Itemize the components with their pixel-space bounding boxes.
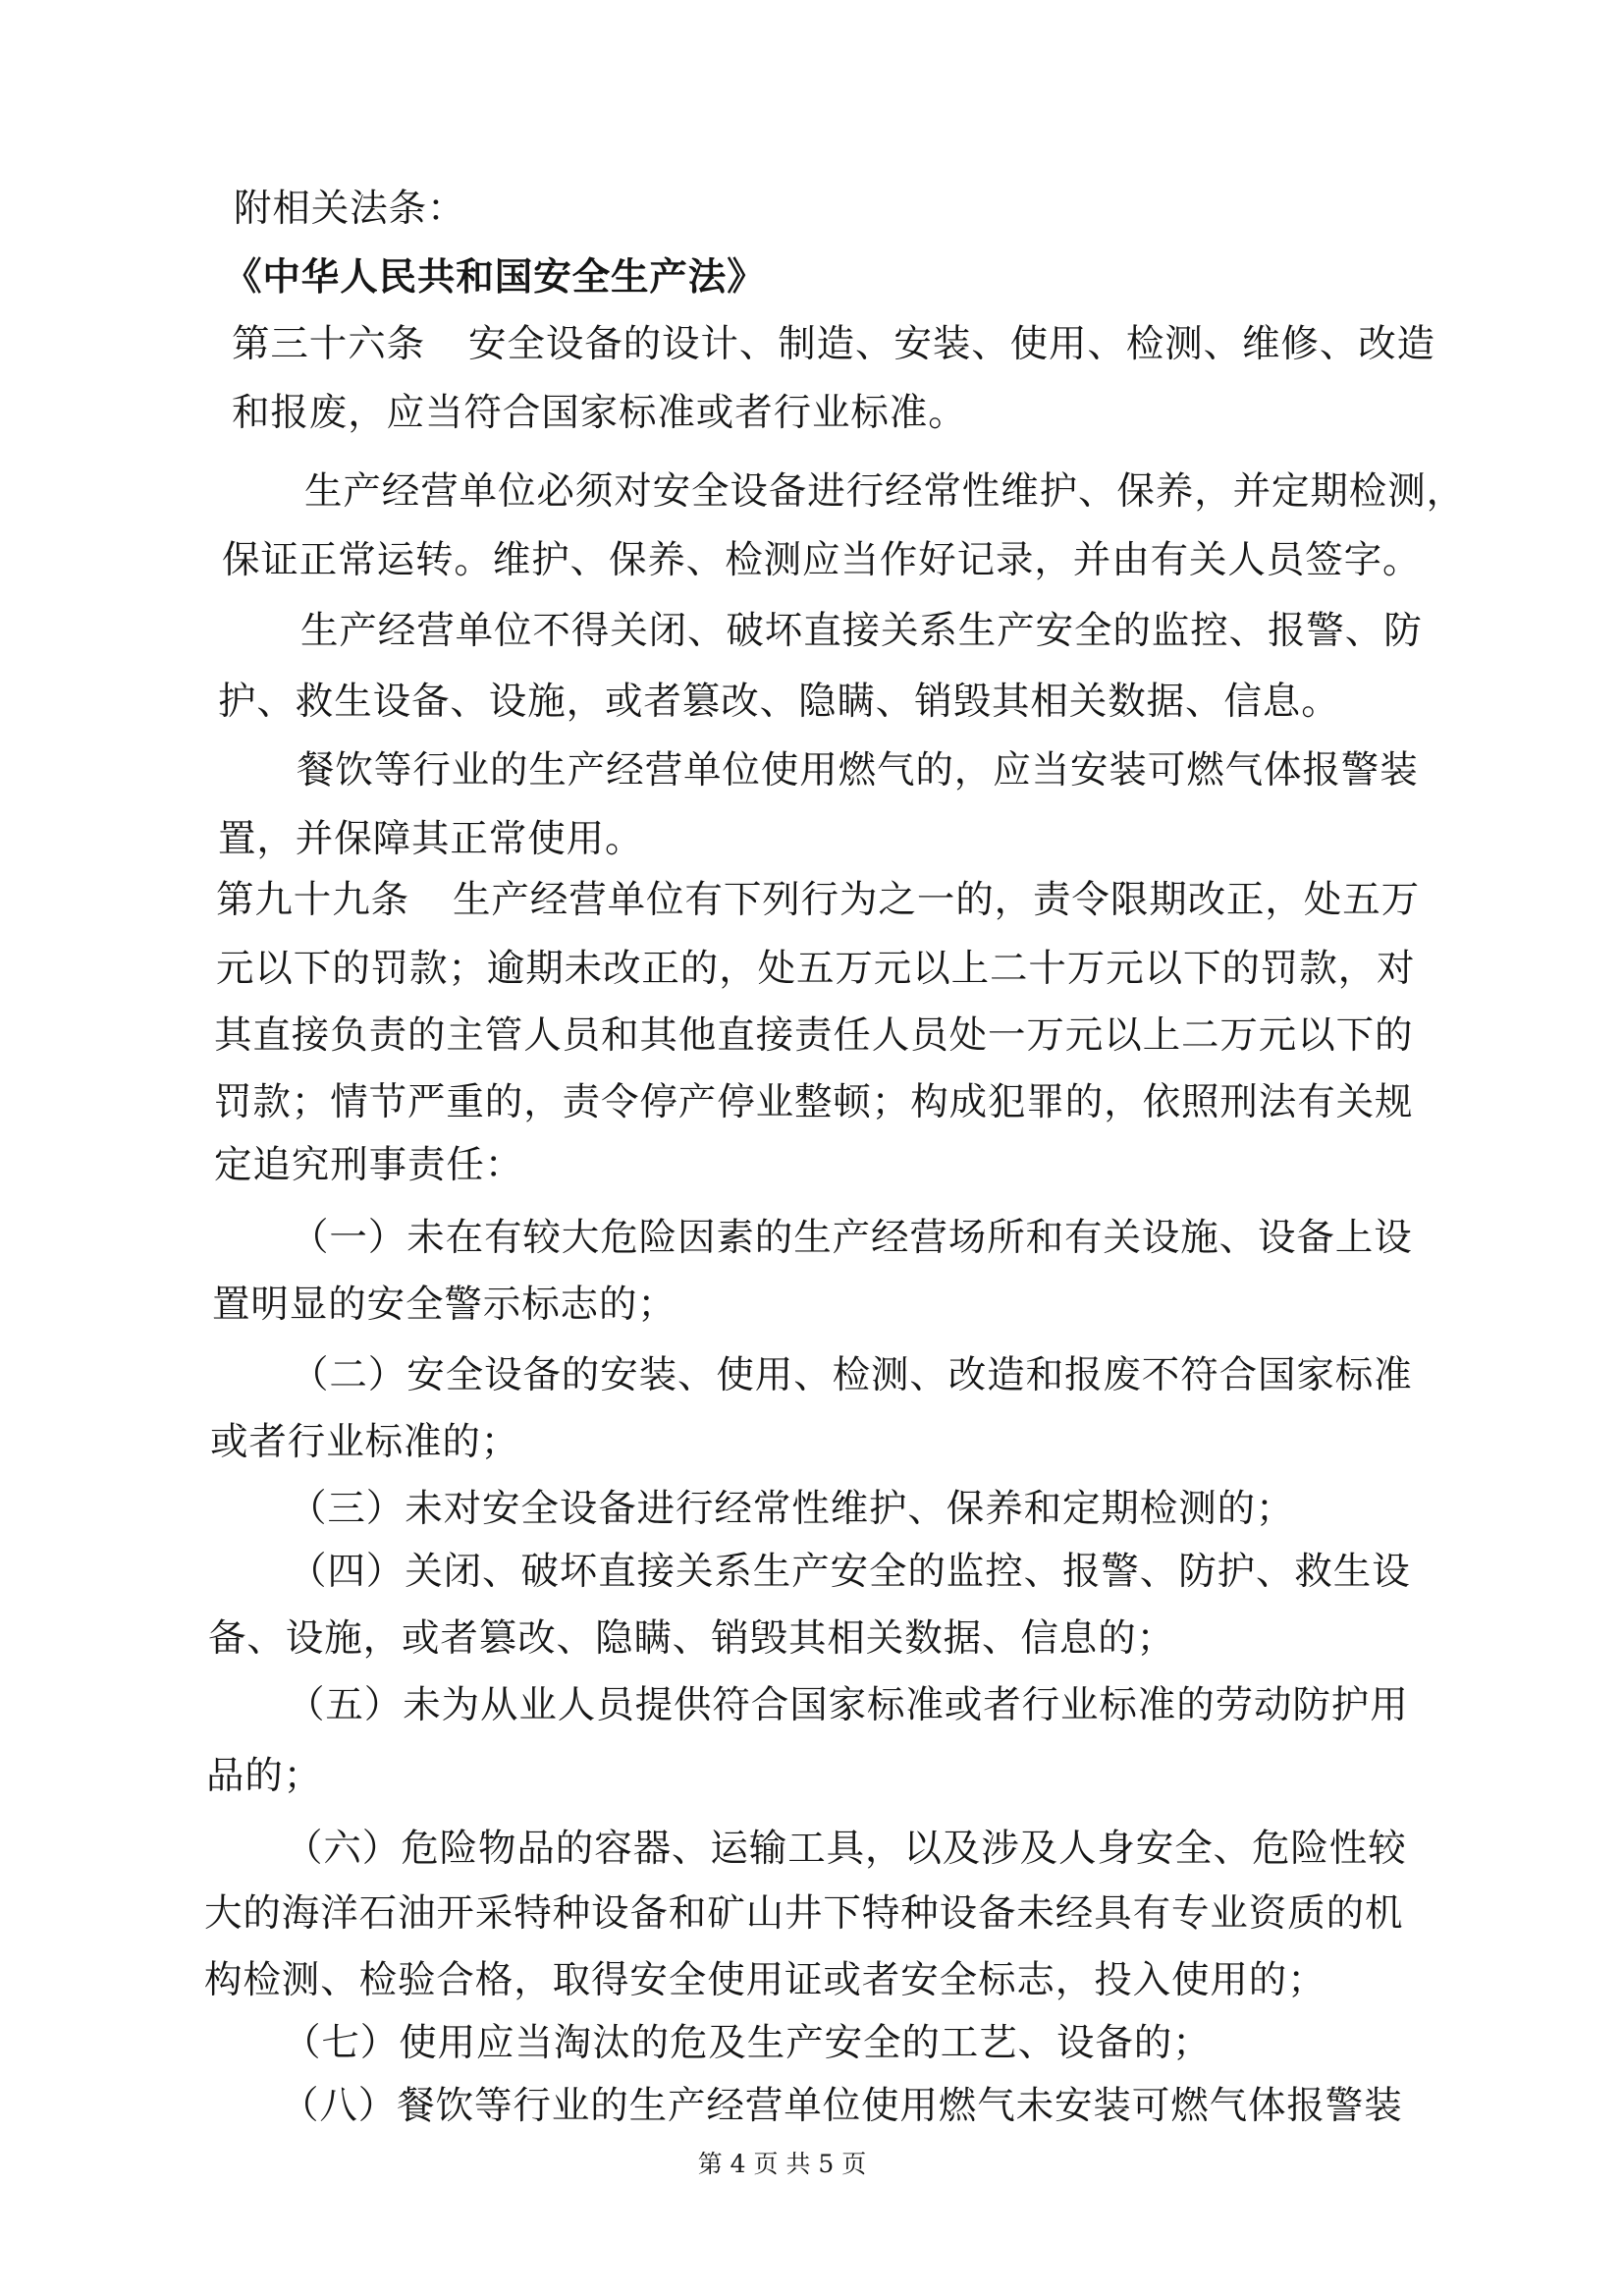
article-36-para-4-line-1: 餐饮等行业的生产经营单位使用燃气的，应当安装可燃气体报警装 <box>297 748 1419 793</box>
item-8-line-1: （八）餐饮等行业的生产经营单位使用燃气未安装可燃气体报警装 <box>281 2084 1403 2128</box>
article-36-line-2: 和报废，应当符合国家标准或者行业标准。 <box>232 391 967 435</box>
attachment-heading: 附相关法条： <box>234 187 466 231</box>
article-99-line-4: 罚款；情节严重的，责令停产停业整顿；构成犯罪的，依照刑法有关规 <box>214 1080 1414 1124</box>
article-99-line-5: 定追究刑事责任： <box>214 1143 524 1187</box>
item-7-line-1: （七）使用应当淘汰的危及生产安全的工艺、设备的； <box>283 2021 1212 2065</box>
article-36-para-2-line-2: 保证正常运转。维护、保养、检测应当作好记录，并由有关人员签字。 <box>222 538 1422 582</box>
article-36-label: 第三十六条 <box>232 322 426 366</box>
item-4-line-1: （四）关闭、破坏直接关系生产安全的监控、报警、防护、救生设 <box>289 1550 1411 1594</box>
item-3-line-1: （三）未对安全设备进行经常性维护、保养和定期检测的； <box>289 1487 1295 1531</box>
item-5-line-1: （五）未为从业人员提供符合国家标准或者行业标准的劳动防护用 <box>287 1683 1409 1727</box>
item-6-line-2: 大的海洋石油开采特种设备和矿山井下特种设备未经具有专业资质的机 <box>204 1891 1404 1936</box>
item-2-line-1: （二）安全设备的安装、使用、检测、改造和报废不符合国家标准 <box>291 1353 1413 1397</box>
article-36-line-1 <box>232 320 1436 369</box>
article-99-line-2: 元以下的罚款；逾期未改正的，处五万元以上二十万元以下的罚款，对 <box>216 947 1416 991</box>
law-title: 《中华人民共和国安全生产法》 <box>224 255 766 300</box>
article-36-para-2-line-1: 生产经营单位必须对安全设备进行经常性维护、保养，并定期检测， <box>304 469 1466 514</box>
item-1-line-2: 置明显的安全警示标志的； <box>212 1283 676 1327</box>
item-5-line-2: 品的； <box>206 1754 323 1798</box>
item-6-line-1: （六）危险物品的容器、运输工具，以及涉及人身安全、危险性较 <box>285 1827 1407 1871</box>
page-footer: 第 4 页 共 5 页 <box>697 2150 867 2178</box>
article-99-label: 第九十九条 <box>216 878 410 922</box>
item-2-line-2: 或者行业标准的； <box>210 1420 520 1464</box>
article-36-para-4-line-2: 置，并保障其正常使用。 <box>218 817 644 861</box>
article-36-para-3-line-2: 护、救生设备、设施，或者篡改、隐瞒、销毁其相关数据、信息。 <box>218 680 1340 724</box>
item-6-line-3: 构检测、检验合格，取得安全使用证或者安全标志，投入使用的； <box>204 1958 1326 2002</box>
article-36-para-3-line-1: 生产经营单位不得关闭、破坏直接关系生产安全的监控、报警、防 <box>300 609 1423 653</box>
article-99-line-1 <box>216 876 1421 925</box>
article-36-text-1: 安全设备的设计、制造、安装、使用、检测、维修、改造 <box>468 322 1436 366</box>
article-99-line-3: 其直接负责的主管人员和其他直接责任人员处一万元以上二万元以下的 <box>214 1013 1414 1058</box>
article-99-text-1: 生产经营单位有下列行为之一的，责令限期改正，处五万 <box>453 878 1421 922</box>
item-4-line-2: 备、设施，或者篡改、隐瞒、销毁其相关数据、信息的； <box>208 1616 1176 1661</box>
item-1-line-1: （一）未在有较大危险因素的生产经营场所和有关设施、设备上设 <box>291 1216 1413 1260</box>
